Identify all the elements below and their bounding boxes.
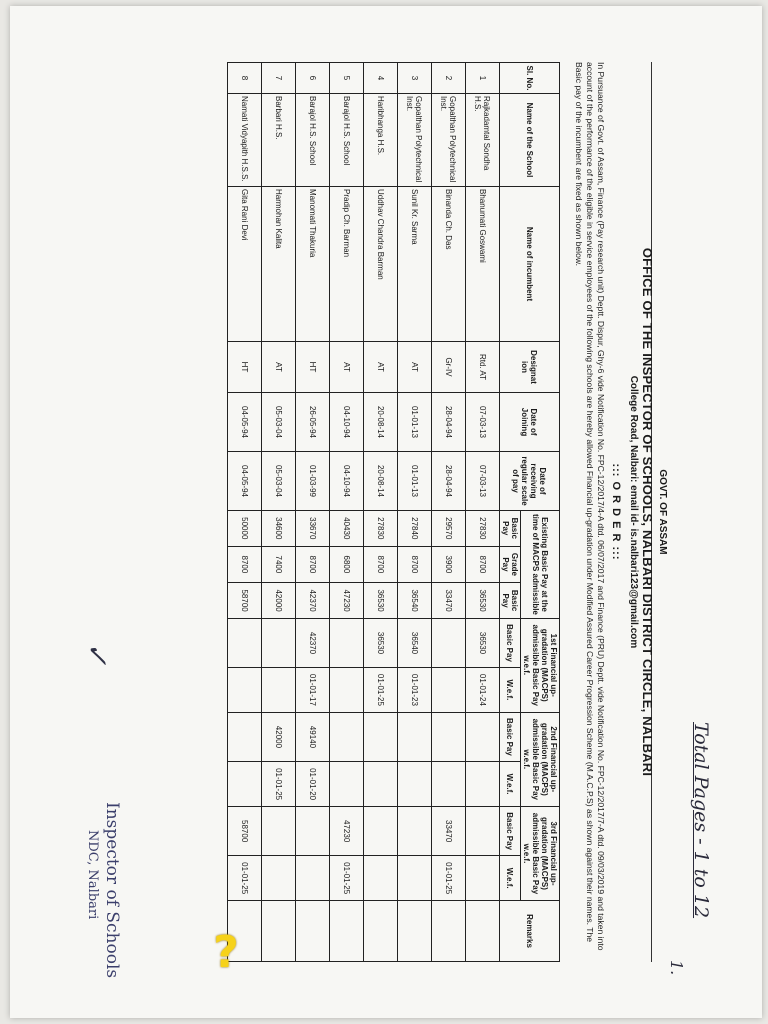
- cell-sl: 7: [262, 63, 296, 94]
- cell-first-basic: [432, 618, 466, 667]
- col-doj: Date of Joining: [500, 393, 560, 452]
- cell-first-wef: 01-01-23: [398, 668, 432, 712]
- cell-basic-total: 47230: [330, 583, 364, 619]
- sub-third-wef: W.e.f.: [500, 856, 521, 901]
- cell-second-basic: [364, 712, 398, 762]
- cell-school: Barajol H.S. School: [296, 94, 330, 187]
- cell-second-wef: [466, 762, 500, 807]
- col-remarks: Remarks: [500, 901, 560, 962]
- cell-second-basic: 42000: [262, 712, 296, 762]
- cell-designation: Rtd. AT: [466, 342, 500, 393]
- table-row: [398, 63, 432, 962]
- cell-basic: 29570: [432, 511, 466, 547]
- cell-basic: 27830: [466, 511, 500, 547]
- cell-grade: 8700: [364, 546, 398, 583]
- cell-remarks: [398, 901, 432, 962]
- col-designation: Designat ion: [500, 342, 560, 393]
- signature-place: NDC, Nalbari: [85, 830, 100, 920]
- table-row: [330, 63, 364, 962]
- letterhead: [610, 22, 726, 1002]
- cell-first-wef: 01-01-25: [364, 668, 398, 712]
- cell-sl: 3: [398, 63, 432, 94]
- cell-third-wef: [364, 856, 398, 901]
- cell-grade: 8700: [296, 546, 330, 583]
- sub-grade: Grade Pay: [500, 546, 521, 583]
- cell-second-wef: 01-01-25: [262, 762, 296, 807]
- cell-regular: 04-05-94: [228, 452, 262, 511]
- order-heading: ::: O R D E R :::: [610, 463, 622, 561]
- cell-designation: HT: [228, 342, 262, 393]
- signature-title: Inspector of Schools: [102, 802, 122, 979]
- cell-doj: 01-01-13: [398, 393, 432, 452]
- table-row: [364, 63, 398, 962]
- cell-regular: 04-10-94: [330, 452, 364, 511]
- cell-incumbent: Uddhav Chandra Barman: [364, 187, 398, 342]
- cell-third-wef: 01-01-25: [228, 856, 262, 901]
- cell-sl: 1: [466, 63, 500, 94]
- cell-first-wef: 01-01-24: [466, 668, 500, 712]
- cell-third-basic: [398, 806, 432, 855]
- cell-first-basic: 36540: [398, 618, 432, 667]
- cell-designation: Gr-IV: [432, 342, 466, 393]
- sub-first-basic: Basic Pay: [500, 618, 521, 667]
- cell-grade: 6800: [330, 546, 364, 583]
- col-incumbent: Name of incumbent: [500, 187, 560, 342]
- cell-basic: 34600: [262, 511, 296, 547]
- cell-remarks: [364, 901, 398, 962]
- cell-incumbent: Harmohan Kalita: [262, 187, 296, 342]
- cell-doj: 28-04-94: [432, 393, 466, 452]
- cell-incumbent: Manomati Thakuria: [296, 187, 330, 342]
- cell-third-basic: [466, 806, 500, 855]
- cell-sl: 2: [432, 63, 466, 94]
- cell-second-wef: [398, 762, 432, 807]
- sub-second-basic: Basic Pay: [500, 712, 521, 762]
- cell-basic-total: 36530: [466, 583, 500, 619]
- cell-basic-total: 36530: [364, 583, 398, 619]
- cell-second-wef: [364, 762, 398, 807]
- cell-second-basic: [228, 712, 262, 762]
- cell-basic: 50000: [228, 511, 262, 547]
- cell-remarks: [466, 901, 500, 962]
- table-row: [296, 63, 330, 962]
- col-school: Name of the School: [500, 94, 560, 187]
- macps-table: [227, 62, 560, 962]
- cell-third-basic: [262, 806, 296, 855]
- cell-grade: 3900: [432, 546, 466, 583]
- cell-sl: 8: [228, 63, 262, 94]
- cell-grade: 7400: [262, 546, 296, 583]
- cell-incumbent: Gita Rani Devi: [228, 187, 262, 342]
- cell-incumbent: Bhanumati Goswami: [466, 187, 500, 342]
- cell-second-basic: [466, 712, 500, 762]
- office-title: OFFICE OF THE INSPECTOR OF SCHOOLS, NALBARI DISTRICT CIRCLE, NALBARI: [640, 247, 655, 777]
- col-third: 3rd Financial up-gradation (MACPS) admissible Basic Pay w.e.f.: [521, 806, 560, 900]
- cell-doj: 26-05-94: [296, 393, 330, 452]
- cell-first-basic: [228, 618, 262, 667]
- cell-third-basic: [364, 806, 398, 855]
- cell-school: Rajkadamtal Sondha H.S.: [466, 94, 500, 187]
- cell-third-basic: 33470: [432, 806, 466, 855]
- cell-school: Barajol H.S. School: [330, 94, 364, 187]
- cell-basic: 27830: [364, 511, 398, 547]
- cell-first-wef: [330, 668, 364, 712]
- total-pages-note: Total Pages - 1 to 12: [690, 722, 712, 919]
- cell-first-basic: 42370: [296, 618, 330, 667]
- cell-doj: 05-03-04: [262, 393, 296, 452]
- cell-basic-total: 58700: [228, 583, 262, 619]
- cell-second-basic: [432, 712, 466, 762]
- govt-line: GOVT. OF ASSAM: [657, 469, 668, 555]
- cell-school: Gopalthan Polytechnical Inst.: [398, 94, 432, 187]
- cell-first-wef: [432, 668, 466, 712]
- office-address: College Road, Nalbari: email id- is.nalbari123@gmail.com: [628, 375, 639, 649]
- cell-school: Haribhanga H.S.: [364, 94, 398, 187]
- cell-designation: AT: [398, 342, 432, 393]
- cell-third-wef: [466, 856, 500, 901]
- table-row: [262, 63, 296, 962]
- cell-second-basic: [398, 712, 432, 762]
- cell-first-wef: [228, 668, 262, 712]
- cell-basic-total: 42000: [262, 583, 296, 619]
- col-existing: Existing Basic Pay at the time of MACPS admissible: [521, 511, 560, 619]
- cell-doj: 07-03-13: [466, 393, 500, 452]
- cell-basic-total: 33470: [432, 583, 466, 619]
- cell-regular: 20-08-14: [364, 452, 398, 511]
- cell-doj: 04-10-94: [330, 393, 364, 452]
- sub-basic-total: Basic Pay: [500, 583, 521, 619]
- cell-third-basic: 47230: [330, 806, 364, 855]
- cell-third-wef: [296, 856, 330, 901]
- cell-designation: HT: [296, 342, 330, 393]
- table-row: [228, 63, 262, 962]
- cell-remarks: [432, 901, 466, 962]
- cell-first-wef: [262, 668, 296, 712]
- cell-first-basic: 36530: [466, 618, 500, 667]
- cell-grade: 8700: [466, 546, 500, 583]
- cell-first-wef: 01-01-17: [296, 668, 330, 712]
- cell-designation: AT: [364, 342, 398, 393]
- cell-sl: 4: [364, 63, 398, 94]
- sub-third-basic: Basic Pay: [500, 806, 521, 855]
- cell-second-wef: [228, 762, 262, 807]
- cell-third-wef: [262, 856, 296, 901]
- page-number-note: 1.: [667, 960, 686, 976]
- cell-third-wef: 01-01-25: [432, 856, 466, 901]
- cell-regular: 28-04-94: [432, 452, 466, 511]
- cell-basic: 33670: [296, 511, 330, 547]
- cell-first-basic: 36530: [364, 618, 398, 667]
- cell-incumbent: Sunil Kr. Sarma: [398, 187, 432, 342]
- cell-third-basic: 58700: [228, 806, 262, 855]
- cell-regular: 07-03-13: [466, 452, 500, 511]
- cell-grade: 8700: [398, 546, 432, 583]
- col-second: 2nd Financial up-gradation (MACPS) admissible Basic Pay w.e.f.: [521, 712, 560, 806]
- cell-second-wef: 01-01-20: [296, 762, 330, 807]
- document-page: [10, 6, 762, 1018]
- cell-sl: 5: [330, 63, 364, 94]
- cell-first-basic: [330, 618, 364, 667]
- cell-basic-total: 42370: [296, 583, 330, 619]
- cell-school: Namati Vidyapith H.S.S.: [228, 94, 262, 187]
- cell-second-wef: [432, 762, 466, 807]
- cell-sl: 6: [296, 63, 330, 94]
- col-sl: Sl. No.: [500, 63, 560, 94]
- header-row-1: [521, 63, 560, 962]
- table-row: [466, 63, 500, 962]
- cell-remarks: [296, 901, 330, 962]
- cell-school: Gopalthan Polytechnical Inst.: [432, 94, 466, 187]
- cell-basic: 40430: [330, 511, 364, 547]
- cell-second-basic: 49140: [296, 712, 330, 762]
- sub-basic: Basic Pay: [500, 511, 521, 547]
- cell-third-wef: 01-01-25: [330, 856, 364, 901]
- col-regular: Date of receiving regular scale of pay: [500, 452, 560, 511]
- cell-incumbent: Binanda Ch. Das: [432, 187, 466, 342]
- cell-third-wef: [398, 856, 432, 901]
- cell-basic: 27840: [398, 511, 432, 547]
- signature-scribble: ✓: [81, 642, 114, 666]
- cell-remarks: [330, 901, 364, 962]
- order-paragraph: In Pursuance of Govt. of Assam, Finance (Pay research unit) Deptt. Dispur, Ghy-6 vide Notification No. FPC-12/2017/4-A dtd. 06/07/2017 and Finance (PRU) Deptt. vide Notification No. FPC-12/2017/7-A dtd. 09/03/2019 and taken into account of the performance of the eligible in service employees of the following schools are hereby allowed Financial up-gradation under Modified Assured Career Progression Scheme (M.A.C.P.S) as shown against their names. The Basic pay of the incumbent are fixed as shown below.: [574, 62, 606, 951]
- cell-first-basic: [262, 618, 296, 667]
- cell-school: Barbari H.S.: [262, 94, 296, 187]
- cell-designation: AT: [330, 342, 364, 393]
- col-first: 1st Financial up-gradation (MACPS) admissible Basic Pay w.e.f.: [521, 618, 560, 712]
- rotated-sheet: [46, 22, 726, 1002]
- sub-first-wef: W.e.f.: [500, 668, 521, 712]
- cell-regular: 01-03-99: [296, 452, 330, 511]
- table-body: [228, 63, 500, 962]
- sub-second-wef: W.e.f.: [500, 762, 521, 807]
- cell-regular: 01-01-13: [398, 452, 432, 511]
- cell-third-basic: [296, 806, 330, 855]
- cell-regular: 05-03-04: [262, 452, 296, 511]
- cell-doj: 04-05-94: [228, 393, 262, 452]
- cell-incumbent: Pradip Ch. Barman: [330, 187, 364, 342]
- table-row: [432, 63, 466, 962]
- cell-second-wef: [330, 762, 364, 807]
- cell-second-basic: [330, 712, 364, 762]
- cell-remarks: [262, 901, 296, 962]
- question-mark-icon: ?: [213, 927, 239, 978]
- cell-grade: 8700: [228, 546, 262, 583]
- cell-designation: AT: [262, 342, 296, 393]
- cell-basic-total: 36540: [398, 583, 432, 619]
- cell-doj: 20-08-14: [364, 393, 398, 452]
